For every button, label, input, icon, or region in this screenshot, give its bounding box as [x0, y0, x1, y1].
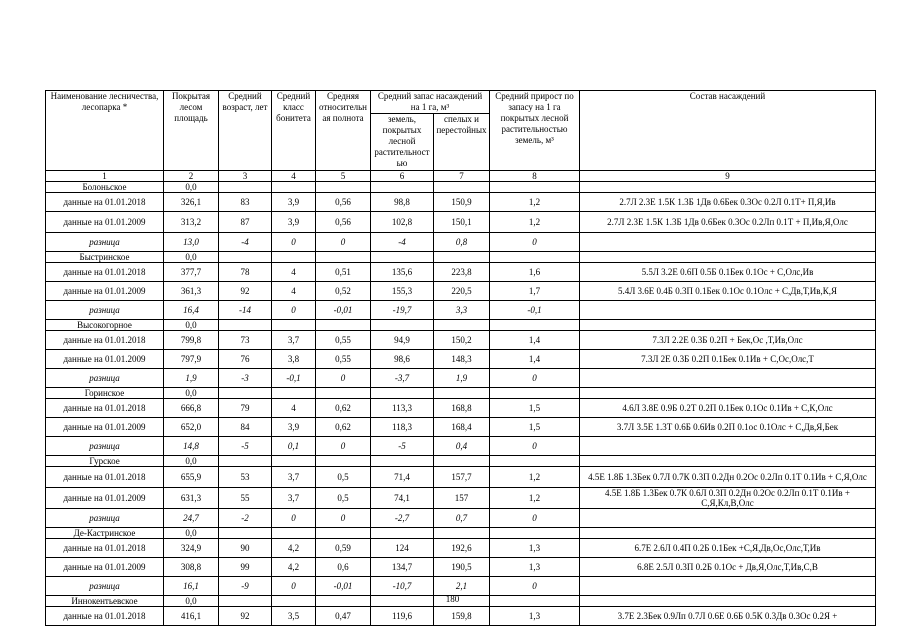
composition-cell	[580, 301, 876, 320]
row-label: данные на 01.01.2009	[46, 282, 164, 301]
empty-cell	[272, 388, 316, 399]
empty-cell	[219, 252, 272, 263]
empty-cell	[272, 320, 316, 331]
value-cell: 0,1	[272, 437, 316, 456]
empty-cell	[272, 456, 316, 467]
value-cell: 102,8	[371, 212, 434, 233]
row-label: данные на 01.01.2018	[46, 467, 164, 488]
value-cell: 1,9	[164, 369, 219, 388]
difference-row	[46, 577, 876, 596]
value-cell: 0,4	[434, 437, 490, 456]
composition-cell	[580, 577, 876, 596]
header-density: Средняя относительная полнота	[316, 91, 371, 171]
row-label: данные на 01.01.2009	[46, 350, 164, 369]
composition-cell	[580, 233, 876, 252]
empty-cell	[434, 456, 490, 467]
value-cell: -2,7	[371, 509, 434, 528]
value-cell: 98,8	[371, 193, 434, 212]
column-number-row	[46, 171, 876, 182]
difference-row	[46, 369, 876, 388]
data-row	[46, 350, 876, 369]
value-cell: 157	[434, 488, 490, 509]
group-area: 0,0	[164, 182, 219, 193]
group-name: Болоньское	[46, 182, 164, 193]
value-cell: -0,01	[316, 301, 371, 320]
data-row	[46, 539, 876, 558]
empty-cell	[316, 320, 371, 331]
value-cell: -0,01	[316, 577, 371, 596]
composition-cell	[580, 369, 876, 388]
empty-cell	[371, 528, 434, 539]
value-cell: 1,2	[490, 488, 580, 509]
row-label: данные на 01.01.2018	[46, 331, 164, 350]
empty-cell	[272, 182, 316, 193]
row-label: данные на 01.01.2009	[46, 212, 164, 233]
header-composition: Состав насаждений	[580, 91, 876, 171]
group-area: 0,0	[164, 388, 219, 399]
empty-cell	[434, 528, 490, 539]
value-cell: 98,6	[371, 350, 434, 369]
empty-cell	[490, 320, 580, 331]
composition-cell: 5.5Л 3.2Е 0.6П 0.5Б 0.1Бек 0.1Ос + С,Олс,Ив	[580, 263, 876, 282]
value-cell: -10,7	[371, 577, 434, 596]
column-number: 2	[164, 171, 219, 182]
empty-cell	[219, 182, 272, 193]
value-cell: 148,3	[434, 350, 490, 369]
value-cell: 3,9	[272, 418, 316, 437]
value-cell: 0,5	[316, 467, 371, 488]
row-label: разница	[46, 369, 164, 388]
value-cell: 3,5	[272, 607, 316, 626]
composition-cell: 3.7Е 2.3Бек 0.9Лп 0.7Л 0.6Е 0.6Б 0.5К 0.3Дв 0.3Ос 0.2Я +	[580, 607, 876, 626]
value-cell: -2	[219, 509, 272, 528]
value-cell: 71,4	[371, 467, 434, 488]
value-cell: 631,3	[164, 488, 219, 509]
value-cell: 0,51	[316, 263, 371, 282]
value-cell: 168,4	[434, 418, 490, 437]
value-cell: 0	[490, 369, 580, 388]
value-cell: 1,5	[490, 399, 580, 418]
empty-cell	[371, 182, 434, 193]
value-cell: 0	[316, 369, 371, 388]
group-area: 0,0	[164, 320, 219, 331]
group-row	[46, 320, 876, 331]
composition-cell: 2.7Л 2.3Е 1.5К 1.3Б 1Дв 0.6Бек 0.3Ос 0.2Л 0.1Т+ П,Я,Ив	[580, 193, 876, 212]
composition-cell: 6.8Е 2.5Л 0.3П 0.2Б 0.1Ос + Дв,Я,Олс,Т,Ив,С,В	[580, 558, 876, 577]
value-cell: 1,5	[490, 418, 580, 437]
composition-cell: 7.3Л 2.2Е 0.3Б 0.2П + Бек,Ос ,Т,Ив,Олс	[580, 331, 876, 350]
value-cell: 168,8	[434, 399, 490, 418]
value-cell: -5	[219, 437, 272, 456]
header-age: Средний возраст, лет	[219, 91, 272, 171]
data-row	[46, 399, 876, 418]
empty-cell	[580, 320, 876, 331]
value-cell: 2,1	[434, 577, 490, 596]
value-cell: 84	[219, 418, 272, 437]
header-area: Покрытая лесом площадь	[164, 91, 219, 171]
value-cell: 0	[316, 509, 371, 528]
value-cell: -19,7	[371, 301, 434, 320]
value-cell: 53	[219, 467, 272, 488]
value-cell: 24,7	[164, 509, 219, 528]
header-bonitet: Средний класс бонитета	[272, 91, 316, 171]
value-cell: 124	[371, 539, 434, 558]
empty-cell	[434, 252, 490, 263]
empty-cell	[316, 252, 371, 263]
group-area: 0,0	[164, 596, 219, 607]
value-cell: 3,9	[272, 193, 316, 212]
value-cell: 94,9	[371, 331, 434, 350]
value-cell: 1,4	[490, 331, 580, 350]
value-cell: 0,7	[434, 509, 490, 528]
value-cell: 0	[272, 577, 316, 596]
value-cell: 1,6	[490, 263, 580, 282]
group-row	[46, 528, 876, 539]
value-cell: 0	[490, 233, 580, 252]
group-area: 0,0	[164, 456, 219, 467]
data-row	[46, 193, 876, 212]
column-number: 5	[316, 171, 371, 182]
composition-cell	[580, 509, 876, 528]
data-row	[46, 558, 876, 577]
empty-cell	[316, 456, 371, 467]
value-cell: 113,3	[371, 399, 434, 418]
column-number: 3	[219, 171, 272, 182]
composition-cell: 4.5Е 1.8Б 1.3Бек 0.7Л 0.7К 0.3П 0.2Дн 0.2Ос 0.2Лп 0.1Т 0.1Ив + С,Я,Олс	[580, 467, 876, 488]
value-cell: 655,9	[164, 467, 219, 488]
value-cell: 361,3	[164, 282, 219, 301]
value-cell: 0,47	[316, 607, 371, 626]
empty-cell	[580, 388, 876, 399]
group-area: 0,0	[164, 252, 219, 263]
composition-cell: 5.4Л 3.6Е 0.4Б 0.3П 0.1Бек 0.1Ос 0.1Олс + С,Дв,Т,Ив,К,Я	[580, 282, 876, 301]
header-stock-mature: спелых и перестойных	[434, 114, 490, 171]
composition-cell	[580, 437, 876, 456]
value-cell: 4	[272, 399, 316, 418]
value-cell: 220,5	[434, 282, 490, 301]
value-cell: -0,1	[490, 301, 580, 320]
value-cell: 79	[219, 399, 272, 418]
header-growth: Средний прирост по запасу на 1 га покрытых лесной растительностью земель, м³	[490, 91, 580, 171]
empty-cell	[580, 252, 876, 263]
value-cell: 192,6	[434, 539, 490, 558]
group-name: Горинское	[46, 388, 164, 399]
group-row	[46, 252, 876, 263]
value-cell: 799,8	[164, 331, 219, 350]
value-cell: 3,7	[272, 488, 316, 509]
value-cell: 4	[272, 263, 316, 282]
value-cell: 1,9	[434, 369, 490, 388]
value-cell: 78	[219, 263, 272, 282]
composition-cell: 2.7Л 2.3Е 1.5К 1.3Б 1Дв 0.6Бек 0.3Ос 0.2Лп 0.1Т + П,Ив,Я,Олс	[580, 212, 876, 233]
value-cell: 666,8	[164, 399, 219, 418]
value-cell: 1,2	[490, 212, 580, 233]
value-cell: 134,7	[371, 558, 434, 577]
value-cell: 150,9	[434, 193, 490, 212]
value-cell: 3,9	[272, 212, 316, 233]
value-cell: 92	[219, 607, 272, 626]
empty-cell	[434, 388, 490, 399]
value-cell: 3,8	[272, 350, 316, 369]
column-number: 6	[371, 171, 434, 182]
group-name: Иннокентьевское	[46, 596, 164, 607]
value-cell: 3,7	[272, 331, 316, 350]
value-cell: 157,7	[434, 467, 490, 488]
value-cell: 4	[272, 282, 316, 301]
column-number: 4	[272, 171, 316, 182]
value-cell: 652,0	[164, 418, 219, 437]
value-cell: 0	[316, 437, 371, 456]
value-cell: -0,1	[272, 369, 316, 388]
value-cell: -3,7	[371, 369, 434, 388]
composition-cell: 7.3Л 2Е 0.3Б 0.2П 0.1Бек 0.1Ив + С,Ос,Олс,Т	[580, 350, 876, 369]
empty-cell	[316, 388, 371, 399]
data-row	[46, 263, 876, 282]
value-cell: 313,2	[164, 212, 219, 233]
header-stock: Средний запас насаждений на 1 га, м³	[371, 91, 490, 114]
value-cell: 3,7	[272, 467, 316, 488]
empty-cell	[316, 182, 371, 193]
value-cell: 118,3	[371, 418, 434, 437]
value-cell: 0,55	[316, 350, 371, 369]
group-name: Гурское	[46, 456, 164, 467]
value-cell: 135,6	[371, 263, 434, 282]
header-name: Наименование лесничества, лесопарка *	[46, 91, 164, 171]
empty-cell	[316, 528, 371, 539]
value-cell: 3,3	[434, 301, 490, 320]
difference-row	[46, 233, 876, 252]
value-cell: 1,3	[490, 558, 580, 577]
value-cell: 13,0	[164, 233, 219, 252]
value-cell: 55	[219, 488, 272, 509]
value-cell: 0	[490, 509, 580, 528]
value-cell: 150,2	[434, 331, 490, 350]
row-label: данные на 01.01.2018	[46, 263, 164, 282]
group-name: Быстринское	[46, 252, 164, 263]
value-cell: 0,56	[316, 193, 371, 212]
group-area: 0,0	[164, 528, 219, 539]
value-cell: 0	[272, 509, 316, 528]
composition-cell: 4.6Л 3.8Е 0.9Б 0.2Т 0.2П 0.1Бек 0.1Ос 0.1Ив + С,К,Олс	[580, 399, 876, 418]
value-cell: 0	[490, 577, 580, 596]
empty-cell	[219, 388, 272, 399]
column-number: 1	[46, 171, 164, 182]
group-row	[46, 456, 876, 467]
value-cell: 326,1	[164, 193, 219, 212]
group-name: Высокогорное	[46, 320, 164, 331]
data-row	[46, 418, 876, 437]
value-cell: 0,56	[316, 212, 371, 233]
value-cell: 1,3	[490, 539, 580, 558]
empty-cell	[490, 182, 580, 193]
value-cell: -5	[371, 437, 434, 456]
difference-row	[46, 301, 876, 320]
value-cell: 90	[219, 539, 272, 558]
value-cell: 0	[272, 301, 316, 320]
value-cell: -3	[219, 369, 272, 388]
value-cell: -4	[219, 233, 272, 252]
value-cell: -14	[219, 301, 272, 320]
value-cell: 0	[316, 233, 371, 252]
composition-cell: 4.5Е 1.8Б 1.3Бек 0.7К 0.6Л 0.3П 0.2Дн 0.2Ос 0.2Лп 0.1Т 0.1Ив + С,Я,Кл,В,Олс	[580, 488, 876, 509]
row-label: данные на 01.01.2009	[46, 558, 164, 577]
empty-cell	[219, 320, 272, 331]
empty-cell	[490, 528, 580, 539]
value-cell: 1,2	[490, 467, 580, 488]
row-label: разница	[46, 233, 164, 252]
column-number: 8	[490, 171, 580, 182]
group-row	[46, 182, 876, 193]
difference-row	[46, 509, 876, 528]
value-cell: 155,3	[371, 282, 434, 301]
empty-cell	[371, 388, 434, 399]
empty-cell	[490, 388, 580, 399]
composition-cell: 6.7Е 2.6Л 0.4П 0.2Б 0.1Бек +С,Я,Дв,Ос,Олс,Т,Ив	[580, 539, 876, 558]
value-cell: 76	[219, 350, 272, 369]
data-row	[46, 282, 876, 301]
value-cell: 16,4	[164, 301, 219, 320]
row-label: данные на 01.01.2018	[46, 539, 164, 558]
value-cell: 308,8	[164, 558, 219, 577]
empty-cell	[580, 182, 876, 193]
page-number: 180	[445, 594, 460, 604]
empty-cell	[434, 320, 490, 331]
value-cell: 324,9	[164, 539, 219, 558]
empty-cell	[219, 528, 272, 539]
value-cell: 797,9	[164, 350, 219, 369]
value-cell: 73	[219, 331, 272, 350]
empty-cell	[272, 528, 316, 539]
value-cell: 223,8	[434, 263, 490, 282]
value-cell: 377,7	[164, 263, 219, 282]
value-cell: 99	[219, 558, 272, 577]
row-label: разница	[46, 437, 164, 456]
value-cell: 87	[219, 212, 272, 233]
value-cell: 4,2	[272, 558, 316, 577]
empty-cell	[434, 182, 490, 193]
value-cell: 1,7	[490, 282, 580, 301]
value-cell: 16,1	[164, 577, 219, 596]
value-cell: 0	[490, 437, 580, 456]
row-label: разница	[46, 577, 164, 596]
group-name: Де-Кастринское	[46, 528, 164, 539]
value-cell: 159,8	[434, 607, 490, 626]
empty-cell	[371, 252, 434, 263]
empty-cell	[371, 456, 434, 467]
value-cell: 190,5	[434, 558, 490, 577]
empty-cell	[490, 252, 580, 263]
row-label: разница	[46, 301, 164, 320]
composition-cell: 3.7Л 3.5Е 1.3Т 0.6Б 0.6Ив 0.2П 0.1ос 0.1Олс + С,Дв,Я,Бек	[580, 418, 876, 437]
value-cell: 119,6	[371, 607, 434, 626]
row-label: данные на 01.01.2018	[46, 607, 164, 626]
empty-cell	[272, 252, 316, 263]
value-cell: 14,8	[164, 437, 219, 456]
value-cell: 0,59	[316, 539, 371, 558]
value-cell: 4,2	[272, 539, 316, 558]
value-cell: 0,55	[316, 331, 371, 350]
value-cell: 0,62	[316, 399, 371, 418]
value-cell: 150,1	[434, 212, 490, 233]
value-cell: 0,6	[316, 558, 371, 577]
value-cell: 0,8	[434, 233, 490, 252]
value-cell: 83	[219, 193, 272, 212]
difference-row	[46, 437, 876, 456]
data-row	[46, 331, 876, 350]
column-number: 7	[434, 171, 490, 182]
forest-stats-table	[45, 90, 876, 626]
value-cell: 1,3	[490, 607, 580, 626]
value-cell: 0,5	[316, 488, 371, 509]
value-cell: 0,52	[316, 282, 371, 301]
row-label: данные на 01.01.2009	[46, 418, 164, 437]
data-row	[46, 467, 876, 488]
empty-cell	[219, 456, 272, 467]
row-label: данные на 01.01.2009	[46, 488, 164, 509]
row-label: данные на 01.01.2018	[46, 399, 164, 418]
header-stock-covered: земель, покрытых лесной растительностью	[371, 114, 434, 171]
value-cell: 0,62	[316, 418, 371, 437]
row-label: данные на 01.01.2018	[46, 193, 164, 212]
group-row	[46, 388, 876, 399]
value-cell: 92	[219, 282, 272, 301]
row-label: разница	[46, 509, 164, 528]
column-number: 9	[580, 171, 876, 182]
empty-cell	[580, 456, 876, 467]
empty-cell	[580, 528, 876, 539]
value-cell: 1,4	[490, 350, 580, 369]
value-cell: -4	[371, 233, 434, 252]
value-cell: -9	[219, 577, 272, 596]
value-cell: 416,1	[164, 607, 219, 626]
value-cell: 74,1	[371, 488, 434, 509]
empty-cell	[371, 320, 434, 331]
empty-cell	[490, 456, 580, 467]
value-cell: 1,2	[490, 193, 580, 212]
data-row	[46, 212, 876, 233]
data-row	[46, 488, 876, 509]
value-cell: 0	[272, 233, 316, 252]
data-row	[46, 607, 876, 626]
